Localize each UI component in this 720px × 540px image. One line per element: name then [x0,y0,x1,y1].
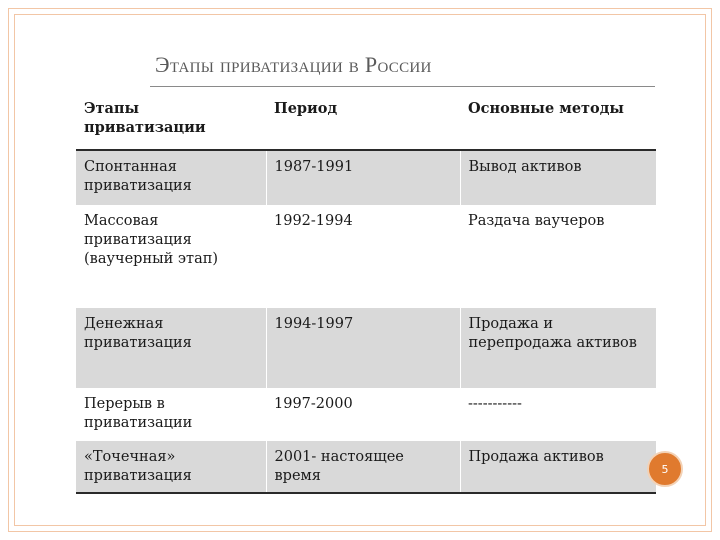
cell-stage: «Точечная» приватизация [76,441,266,493]
header-cell-methods: Основные методы [460,93,656,150]
cell-period: 2001- настоящее время [266,441,460,493]
cell-period: 1987-1991 [266,150,460,205]
table-row [76,388,656,441]
table-row [76,441,656,493]
cell-stage: Массовая приватизация (ваучерный этап) [84,213,219,267]
header-cell-stages: Этапы приватизации [76,93,266,150]
cell-period: 1992-1994 [274,213,353,229]
cell-stage: Денежная приватизация [76,308,266,388]
cell-methods: Продажа активов [460,441,656,493]
table-header-row [76,93,656,150]
page-number-badge: 5 [647,451,683,487]
title-divider [150,86,655,87]
header-cell-period: Период [266,93,460,150]
cell-stage: Спонтанная приватизация [76,150,266,205]
table-row [76,205,656,308]
cell-methods: Продажа и перепродажа активов [460,308,656,388]
cell-methods: Вывод активов [460,150,656,205]
cell-stage: Перерыв в приватизации [84,396,193,431]
cell-methods: Раздача ваучеров [468,213,605,229]
table-row [76,150,656,205]
slide-title: Этапы приватизации в России [155,52,432,77]
privatization-stages-table [76,93,656,494]
table-row [76,308,656,388]
cell-methods: ----------- [468,396,522,412]
cell-period: 1997-2000 [274,396,353,412]
cell-period: 1994-1997 [266,308,460,388]
